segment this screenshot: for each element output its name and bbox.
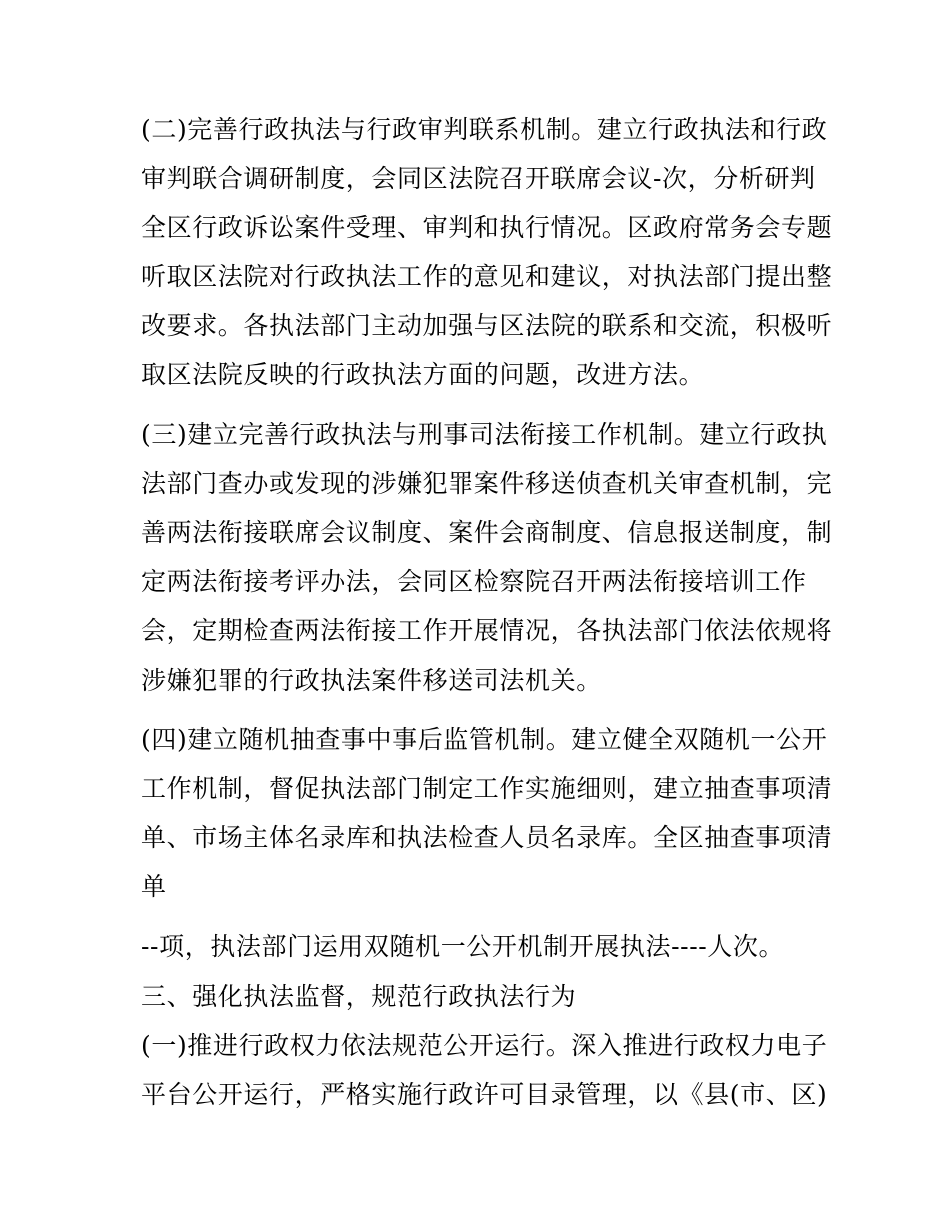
text-line: 审判联合调研制度，会同区法院召开联席会议-次，分析研判 [141, 164, 816, 193]
text-line: 法部门查办或发现的涉嫌犯罪案件移送侦查机关审查机制，完 [141, 469, 833, 498]
text-line: 听取区法院对行政执法工作的意见和建议，对执法部门提出整 [141, 262, 833, 291]
text-line: 改要求。各执法部门主动加强与区法院的联系和交流，积极听 [141, 311, 833, 340]
text-line: (四)建立随机抽查事中事后监管机制。建立健全双随机一公开 [141, 725, 828, 754]
text-line: 会，定期检查两法衔接工作开展情况，各执法部门依法依规将 [141, 616, 833, 645]
text-line: (三)建立完善行政执法与刑事司法衔接工作机制。建立行政执 [141, 420, 828, 449]
text-line: 取区法院反映的行政执法方面的问题，改进方法。 [141, 360, 705, 389]
text-line: (二)完善行政执法与行政审判联系机制。建立行政执法和行政 [141, 115, 828, 144]
text-line: 涉嫌犯罪的行政执法案件移送司法机关。 [141, 666, 602, 695]
text-line: (一)推进行政权力依法规范公开运行。深入推进行政权力电子 [141, 1031, 828, 1060]
text-line: 全区行政诉讼案件受理、审判和执行情况。区政府常务会专题 [141, 213, 833, 242]
text-line: 善两法衔接联席会议制度、案件会商制度、信息报送制度，制 [141, 518, 833, 547]
text-line: 平台公开运行，严格实施行政许可目录管理，以《县(市、区) [141, 1080, 828, 1109]
text-line: 单 [141, 872, 167, 901]
text-line: 工作机制，督促执法部门制定工作实施细则，建立抽查事项清 [141, 774, 833, 803]
text-line: 单、市场主体名录库和执法检查人员名录库。全区抽查事项清 [141, 823, 833, 852]
text-line: 定两法衔接考评办法，会同区检察院召开两法衔接培训工作 [141, 567, 807, 596]
section-heading: 三、强化执法监督，规范行政执法行为 [141, 982, 577, 1011]
text-line: --项，执法部门运用双随机一公开机制开展执法----人次。 [141, 932, 785, 961]
